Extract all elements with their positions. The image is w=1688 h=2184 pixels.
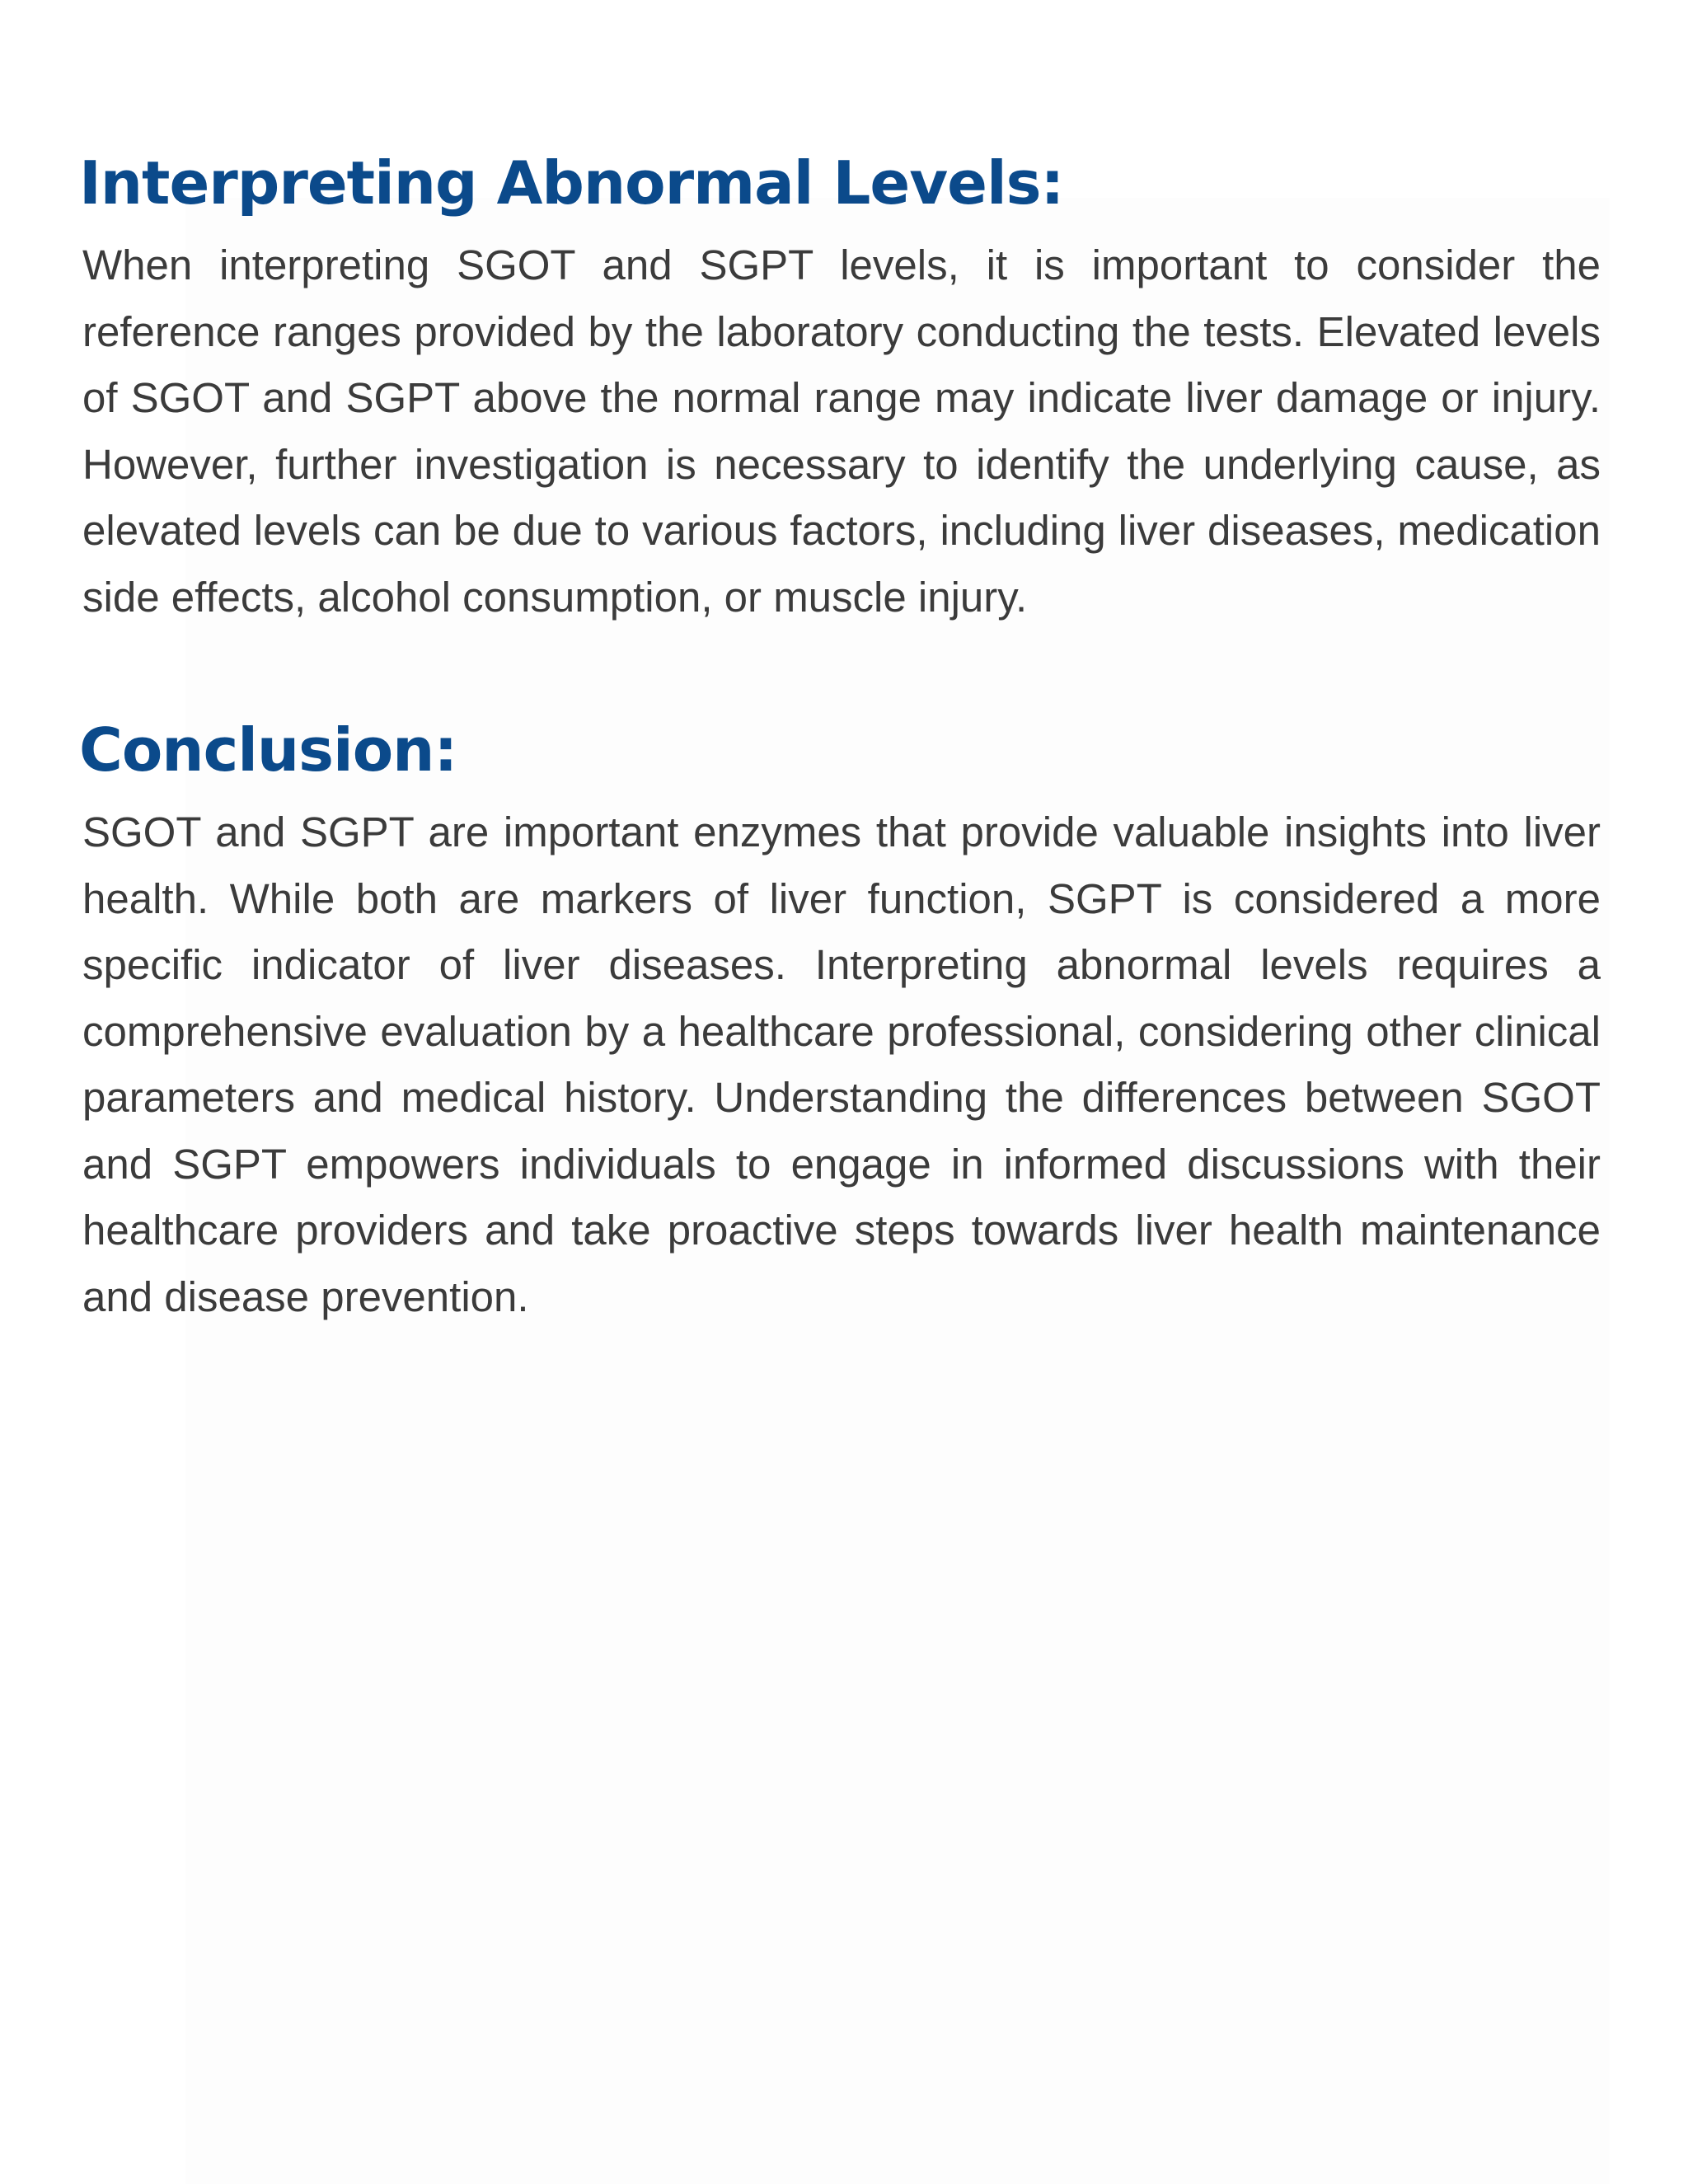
section-body: SGOT and SGPT are important enzymes that provide valuable insights into liver health. While both are markers of liver function, SGPT is considered a more specific indicator of liver diseases. Interpreting abnormal levels requires a comprehensive evaluation by a healthcare professional, considering other clinical parameters and medical history. Understanding the differences between SGOT and SGPT empowers individuals to engage in informed discussions with their healthcare providers and take proactive steps towards liver health maintenance and disease prevention. [82, 808, 1601, 1320]
document-content [79, 140, 1601, 1330]
section-interpreting-abnormal-levels [79, 140, 1601, 630]
section-heading: Interpreting Abnormal Levels: [79, 148, 1064, 218]
section-heading: Conclusion: [79, 715, 457, 785]
section-conclusion [79, 707, 1601, 1330]
section-body: When interpreting SGOT and SGPT levels, it is important to consider the reference ranges provided by the laboratory conducting the tests. Elevated levels of SGOT and SGPT above the normal range may indicate liver damage or injury. However, further investigation is necessary to identify the underlying cause, as elevated levels can be due to various factors, including liver diseases, medication side effects, alcohol consumption, or muscle injury. [82, 241, 1601, 621]
